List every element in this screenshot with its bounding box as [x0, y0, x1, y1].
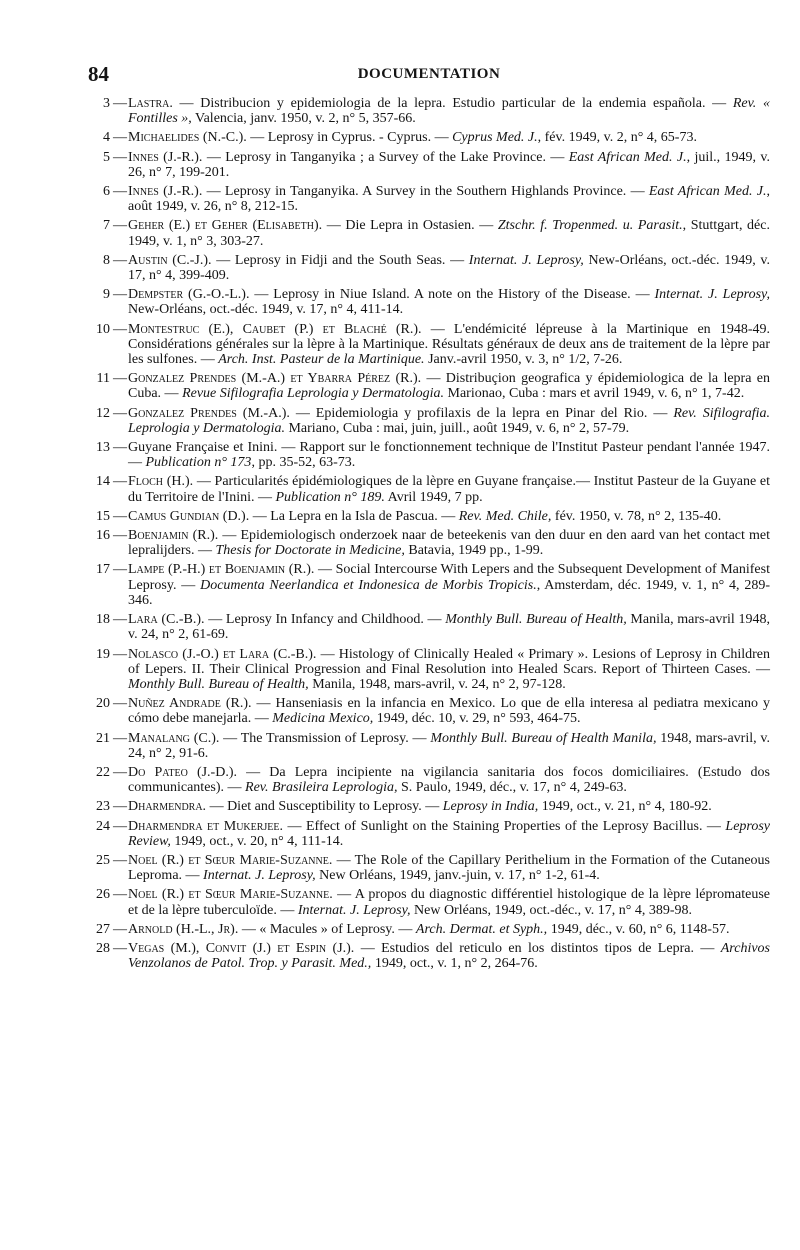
reference-dash: —: [113, 799, 127, 815]
reference-item: [88, 562, 770, 608]
reference-number: 15: [96, 508, 110, 524]
reference-dash: —: [113, 921, 127, 937]
reference-text: — Leprosy In Infancy and Childhood. —: [204, 612, 446, 628]
reference-details: 1948, mars-avril, v. 24, n° 2, 91-6.: [128, 730, 770, 761]
reference-details: , juil., 1949, v. 26, n° 7, 199-201.: [128, 149, 770, 180]
reference-details: , Amsterdam, déc. 1949, v. 1, n° 4, 289-346.: [128, 577, 770, 608]
reference-text: — Social Intercourse With Lepers and the Subsequent Development of Manifest Leprosy. —: [128, 562, 770, 593]
reference-details: , fév. 1949, v. 2, n° 4, 65-73.: [537, 130, 697, 146]
reference-number: 16: [96, 528, 110, 544]
reference-details: S. Paulo, 1949, déc., v. 17, n° 4, 249-63.: [397, 780, 627, 796]
reference-journal: Monthly Bull. Bureau of Health Manila,: [430, 730, 657, 746]
reference-item: [88, 922, 770, 937]
reference-details: New-Orléans, oct.-déc. 1949, v. 17, n° 4, 411-14.: [128, 302, 404, 318]
reference-number: 18: [96, 612, 110, 628]
reference-dash: —: [113, 474, 127, 490]
reference-item: [88, 819, 770, 849]
reference-journal: Leprosy Review,: [128, 818, 770, 849]
reference-number: 25: [96, 852, 110, 868]
reference-item: [88, 322, 770, 368]
reference-number: 23: [96, 799, 110, 815]
reference-dash: —: [113, 562, 127, 578]
reference-details: 1949, oct., v. 1, n° 2, 264-76.: [371, 956, 538, 972]
reference-authors: Camus Gundian (D.).: [128, 508, 250, 524]
reference-item: [88, 528, 770, 558]
reference-dash: —: [113, 730, 127, 746]
reference-details: 1949, oct., v. 21, n° 4, 180-92.: [538, 799, 712, 815]
reference-authors: Austin (C.-J.).: [128, 252, 212, 268]
reference-authors: Montestruc (E.), Caubet (P.) et Blaché (R.).: [128, 321, 422, 337]
reference-journal: Rev. Med. Chile,: [458, 508, 552, 524]
reference-authors: Boenjamin (R.).: [128, 528, 219, 544]
reference-number: 26: [96, 887, 110, 903]
reference-number: 20: [96, 696, 110, 712]
reference-text: — Distribucion y epidemiologia de la lepra. Estudio particular de la endemia española. —: [172, 96, 733, 111]
reference-dash: —: [113, 440, 127, 456]
reference-journal: Ztschr. f. Tropenmed. u. Parasit.: [497, 218, 683, 234]
reference-authors: Dharmendra.: [128, 799, 207, 815]
reference-number: 8: [103, 252, 110, 268]
reference-journal: Publication n° 189.: [275, 489, 385, 505]
reference-details: Avril 1949, 7 pp.: [384, 489, 483, 505]
running-title: DOCUMENTATION: [357, 66, 501, 82]
reference-text: — Histology of Clinically Healed « Primary ». Lesions of Leprosy in Children of Lepers. II. Their Clinical Progression and Final Resolution into Healed Scars. Report of Thirteen Cases. —: [128, 646, 770, 677]
reference-authors: Geher (E.) et Geher (Elisabeth).: [128, 218, 323, 234]
reference-details: Marionao, Cuba : mars et avril 1949, v. 6, n° 1, 7-42.: [444, 386, 745, 402]
reference-authors: Lastra.: [128, 96, 173, 111]
reference-text: — Leprosy in Tanganyika. A Survey in the Southern Highlands Province. —: [202, 184, 649, 200]
reference-text: Guyane Française et Inini. — Rapport sur le fonctionnement technique de l'Institut Pasteur pendant l'année 1947. —: [128, 440, 770, 471]
reference-details: 1949, déc. 10, v. 29, n° 593, 464-75.: [373, 711, 581, 727]
reference-dash: —: [113, 852, 127, 868]
reference-number: 19: [96, 646, 110, 662]
reference-details: Batavia, 1949 pp., 1-99.: [404, 543, 544, 559]
reference-text: — Hanseniasis en la infancia en Mexico. Lo que de ella interesa al pediatra mexicano y cómo debe manejarla. —: [128, 696, 770, 727]
reference-item: [88, 941, 770, 971]
reference-dash: —: [113, 405, 127, 421]
reference-text: — Effect of Sunlight on the Staining Properties of the Leprosy Bacillus. —: [283, 818, 726, 834]
reference-authors: Innes (J.-R.).: [128, 149, 203, 165]
reference-journal: Internat. J. Leprosy,: [654, 287, 770, 303]
reference-item: [88, 96, 770, 126]
reference-number: 17: [96, 562, 110, 578]
reference-number: 10: [96, 321, 110, 337]
reference-dash: —: [113, 696, 127, 712]
reference-dash: —: [113, 184, 127, 200]
reference-journal: Internat. J. Leprosy,: [203, 868, 316, 884]
reference-item: [88, 371, 770, 401]
reference-dash: —: [113, 528, 127, 544]
reference-text: — Epidemiologia y profilaxis de la lepra en Pinar del Rio. —: [289, 405, 674, 421]
reference-text: — « Macules » of Leprosy. —: [238, 921, 416, 937]
reference-number: 3: [103, 96, 110, 111]
reference-journal: Internat. J. Leprosy,: [297, 902, 411, 918]
reference-text: — L'endémicité lépreuse à la Martinique en 1948-49. Considérations générales sur la lèpre à la Martinique. Résultats généraux de deux ans de traitement de la lèpre par les sulfones. —: [128, 321, 771, 368]
reference-item: [88, 440, 770, 470]
reference-item: [88, 253, 770, 283]
reference-dash: —: [113, 612, 127, 628]
reference-item: [88, 218, 770, 248]
reference-number: 7: [103, 218, 110, 234]
reference-dash: —: [113, 321, 127, 337]
reference-authors: Arnold (H.-L., Jr).: [128, 921, 239, 937]
reference-dash: —: [113, 508, 127, 524]
reference-authors: Nolasco (J.-O.) et Lara (C.-B.).: [128, 646, 317, 662]
reference-authors: Nuñez Andrade (R.).: [128, 696, 252, 712]
reference-journal: Thesis for Doctorate in Medicine,: [215, 543, 405, 559]
reference-authors: Dharmendra et Mukerjee.: [128, 818, 284, 834]
reference-number: 9: [103, 287, 110, 303]
reference-text: — Die Lepra in Ostasien. —: [322, 218, 498, 234]
reference-journal: Cyprus Med. J.: [452, 130, 538, 146]
reference-authors: Gonzalez Prendes (M.-A.).: [128, 405, 290, 421]
reference-authors: Gonzalez Prendes (M.-A.) et Ybarra Pérez (R.).: [128, 371, 422, 387]
reference-number: 5: [103, 149, 110, 165]
reference-number: 27: [96, 921, 110, 937]
reference-journal: Medicina Mexico,: [272, 711, 374, 727]
reference-item: [88, 612, 770, 642]
reference-journal: Arch. Dermat. et Syph.,: [415, 921, 548, 937]
reference-text: — Particularités épidémiologiques de la lèpre en Guyane française.— Institut Pasteur de la Guyane et du Territoire de l'Inini. —: [128, 474, 770, 505]
reference-number: 24: [96, 818, 110, 834]
reference-text: — Epidemiologisch onderzoek naar de beteekenis van den duur en den aard van het contact met lepralijders. —: [128, 528, 771, 559]
reference-details: , Stuttgart, déc. 1949, v. 1, n° 3, 303-27.: [128, 218, 770, 249]
reference-dash: —: [113, 764, 127, 780]
reference-text: — Distribuçion geografica y épidemiologica de la lepra en Cuba. —: [128, 371, 770, 402]
reference-text: — Leprosy in Tanganyika ; a Survey of the Lake Province. —: [202, 149, 569, 165]
reference-item: [88, 765, 770, 795]
reference-text: — A propos du diagnostic différentiel histologique de la lèpre lépromateuse et de la lèpre tuberculoïde. —: [128, 887, 771, 918]
reference-details: New-Orléans, oct.-déc. 1949, v. 17, n° 4, 399-409.: [128, 252, 770, 284]
reference-journal: Internat. J. Leprosy,: [468, 252, 584, 268]
reference-text: — The Transmission of Leprosy. —: [219, 730, 431, 746]
reference-details: Manila, 1948, mars-avril, v. 24, n° 2, 97-128.: [308, 676, 566, 692]
reference-number: 6: [103, 184, 110, 200]
reference-text: — La Lepra en la Isla de Pascua. —: [249, 508, 459, 524]
reference-details: , pp. 35-52, 63-73.: [251, 455, 356, 471]
reference-item: [88, 130, 770, 145]
reference-list: [88, 96, 770, 971]
reference-item: [88, 509, 770, 524]
reference-authors: Noel (R.) et Sœur Marie-Suzanne.: [128, 887, 333, 903]
reference-dash: —: [113, 646, 127, 662]
reference-details: 1949, déc., v. 60, n° 6, 1148-57.: [547, 921, 730, 937]
reference-number: 21: [96, 730, 110, 746]
reference-dash: —: [113, 818, 127, 834]
reference-number: 14: [96, 474, 110, 490]
reference-journal: Rev. « Fontilles »: [128, 96, 770, 127]
reference-journal: Arch. Inst. Pasteur de la Martinique.: [218, 352, 425, 368]
reference-dash: —: [113, 887, 127, 903]
reference-authors: Do Pateo (J.-D.).: [128, 764, 237, 780]
reference-number: 28: [96, 940, 110, 956]
reference-authors: Vegas (M.), Convit (J.) et Espin (J.).: [128, 940, 355, 956]
reference-dash: —: [113, 252, 127, 268]
reference-item: [88, 406, 770, 436]
reference-text: — Estudios del reticulo en los distintos tipos de Lepra. —: [354, 940, 721, 956]
reference-item: [88, 287, 770, 317]
page-header: [88, 62, 770, 96]
reference-item: [88, 184, 770, 214]
reference-journal: Archivos Venzolanos de Patol. Trop. y Parasit. Med.,: [128, 940, 770, 972]
reference-details: New Orléans, 1949, oct.-déc., v. 17, n° 4, 389-98.: [410, 902, 693, 918]
reference-journal: Publication n° 173: [145, 455, 252, 471]
reference-dash: —: [113, 287, 127, 303]
reference-number: 22: [96, 764, 110, 780]
reference-journal: East African Med. J.: [568, 149, 687, 165]
reference-item: [88, 853, 770, 883]
reference-details: Manila, mars-avril 1948, v. 24, n° 2, 61-69.: [128, 612, 770, 643]
reference-item: [88, 799, 770, 814]
reference-journal: Documenta Neerlandica et Indonesica de Morbis Tropicis.: [200, 577, 537, 593]
reference-number: 13: [96, 440, 110, 456]
reference-journal: Monthly Bull. Bureau of Health,: [128, 676, 309, 692]
reference-dash: —: [113, 940, 127, 956]
reference-journal: Monthly Bull. Bureau of Health,: [445, 612, 627, 628]
reference-dash: —: [113, 371, 127, 387]
page-number: 84: [88, 62, 109, 86]
reference-text: — The Role of the Capillary Perithelium in the Formation of the Cutaneous Leproma. —: [128, 852, 771, 884]
reference-details: New Orléans, 1949, janv.-juin, v. 17, n° 1-2, 61-4.: [315, 868, 600, 884]
reference-authors: Manalang (C.).: [128, 730, 220, 746]
reference-item: [88, 647, 770, 693]
reference-item: [88, 150, 770, 180]
reference-authors: Lampe (P.-H.) et Boenjamin (R.).: [128, 562, 315, 578]
reference-journal: East African Med. J.: [648, 184, 767, 200]
reference-text: — Leprosy in Niue Island. A note on the History of the Disease. —: [249, 287, 655, 303]
reference-authors: Michaelides (N.-C.).: [128, 130, 247, 146]
reference-dash: —: [113, 218, 127, 234]
reference-journal: Revue Sifilografia Leprologia y Dermatologia.: [182, 386, 445, 402]
reference-details: Mariano, Cuba : mai, juin, juill., août 1949, v. 6, n° 2, 57-79.: [284, 420, 630, 436]
reference-details: fév. 1950, v. 78, n° 2, 135-40.: [551, 508, 722, 524]
reference-details: 1949, oct., v. 20, n° 4, 111-14.: [170, 833, 344, 849]
reference-details: , août 1949, v. 26, n° 8, 212-15.: [128, 184, 770, 215]
reference-dash: —: [113, 96, 127, 111]
reference-authors: Dempster (G.-O.-L.).: [128, 287, 250, 303]
reference-item: [88, 731, 770, 761]
reference-details: , Valencia, janv. 1950, v. 2, n° 5, 357-66.: [188, 111, 416, 127]
reference-authors: Noel (R.) et Sœur Marie-Suzanne.: [128, 852, 333, 868]
reference-dash: —: [113, 149, 127, 165]
reference-text: — Da Lepra incipiente na vigilancia sanitaria dos focos domiciliaires. (Estudo dos communicantes). —: [128, 764, 770, 796]
reference-authors: Innes (J.-R.).: [128, 184, 203, 200]
reference-text: — Leprosy in Fidji and the South Seas. —: [211, 252, 469, 268]
reference-journal: Rev. Brasileira Leprologia,: [245, 780, 398, 796]
reference-number: 4: [103, 130, 110, 146]
reference-authors: Lara (C.-B.).: [128, 612, 205, 628]
reference-authors: Floch (H.).: [128, 474, 194, 490]
reference-text: — Leprosy in Cyprus. - Cyprus. —: [246, 130, 453, 146]
reference-item: [88, 474, 770, 504]
reference-journal: Leprosy in India,: [442, 799, 539, 815]
reference-number: 11: [96, 371, 110, 387]
reference-dash: —: [113, 130, 127, 146]
reference-item: [88, 696, 770, 726]
reference-number: 12: [96, 405, 110, 421]
reference-journal: Rev. Sifilografia. Leprologia y Dermatologia.: [128, 405, 770, 436]
reference-item: [88, 887, 770, 917]
reference-details: Janv.-avril 1950, v. 3, n° 1/2, 7-26.: [424, 352, 623, 368]
reference-text: — Diet and Susceptibility to Leprosy. —: [206, 799, 443, 815]
